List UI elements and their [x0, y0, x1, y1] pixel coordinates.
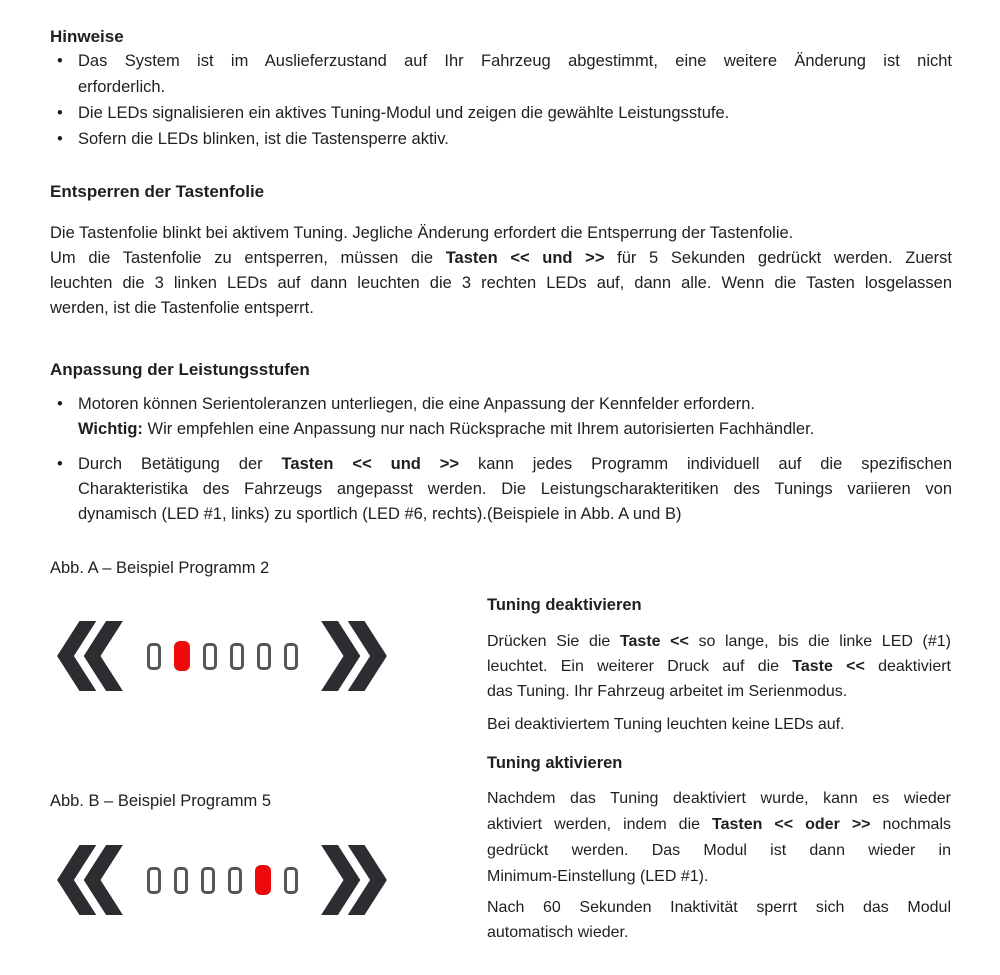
- text-run: leuchtet. Ein weiterer Druck auf die: [487, 658, 793, 675]
- bold-text-run: Tasten << oder >>: [712, 816, 871, 833]
- text-run: Drücken Sie die: [487, 633, 620, 650]
- activate-paragraph: [487, 786, 951, 890]
- bullet-text: [78, 100, 952, 126]
- text-run: erforderlich.: [78, 78, 166, 96]
- text-run: nochmals: [870, 816, 952, 833]
- text-line: [78, 48, 952, 74]
- figure-a-led-panel: [57, 620, 387, 692]
- text-run: leuchten die 3 linken LEDs auf dann leuchten die 3 rechten LEDs auf, dann alle. Wenn die Tasten losgelassen: [50, 274, 952, 292]
- double-chevron-right-icon: [321, 845, 387, 915]
- text-run: für 5 Sekunden gedrückt werden. Zuerst: [604, 249, 952, 267]
- text-line: [50, 221, 952, 246]
- figure-b-label: Abb. B – Beispiel Programm 5: [50, 792, 272, 810]
- bullet-marker: •: [57, 395, 63, 413]
- double-chevron-right-icon: [321, 621, 387, 691]
- led-indicator-3: [201, 867, 215, 894]
- led-indicator-2: [174, 867, 188, 894]
- bullet-item: [50, 452, 952, 527]
- text-run: gedrückt werden. Das Modul ist dann wieder in: [487, 842, 951, 859]
- text-line: [487, 838, 951, 864]
- bold-text-run: Taste <<: [619, 633, 689, 650]
- text-run: Sofern die LEDs blinken, ist die Tastensperre aktiv.: [78, 130, 449, 148]
- bullet-text: [78, 452, 952, 527]
- text-run: kann jedes Programm individuell auf die spezifischen: [459, 455, 952, 473]
- activate-note: [487, 895, 951, 945]
- deactivate-paragraph: [487, 629, 951, 704]
- text-line: [50, 296, 952, 321]
- deactivate-note: Bei deaktiviertem Tuning leuchten keine LEDs auf.: [487, 716, 845, 733]
- text-line: [78, 417, 952, 442]
- text-line: [487, 679, 951, 704]
- text-run: Minimum-Einstellung (LED #1).: [487, 868, 709, 885]
- text-line: [487, 786, 951, 812]
- led-indicator-1: [147, 643, 161, 670]
- text-run: Motoren können Serientoleranzen unterliegen, die eine Anpassung der Kennfelder erfordern.: [78, 395, 755, 413]
- text-run: Charakteristika des Fahrzeugs angepasst werden. Die Leistungscharakteritiken des Tunings variieren von: [78, 480, 952, 498]
- bullet-marker: •: [57, 455, 63, 473]
- text-run: Nachdem das Tuning deaktiviert wurde, kann es wieder: [487, 790, 951, 807]
- text-run: so lange, bis die linke LED (#1): [688, 633, 952, 650]
- bold-text-run: Tasten << und >>: [281, 455, 460, 473]
- text-run: Das System ist im Auslieferzustand auf Ihr Fahrzeug abgestimmt, eine weitere Änderung ist nicht: [78, 52, 952, 70]
- unlock-paragraph: [50, 221, 952, 321]
- double-chevron-left-icon: [57, 621, 123, 691]
- led-indicator-2: [174, 641, 190, 671]
- figure-b-led-panel: [57, 844, 387, 916]
- bullet-text: [78, 48, 952, 100]
- text-run: Die Tastenfolie blinkt bei aktivem Tuning. Jegliche Änderung erfordert die Entsperrung der Tastenfolie.: [50, 224, 794, 242]
- text-run: Die LEDs signalisieren ein aktives Tuning-Modul und zeigen die gewählte Leistungsstufe.: [78, 104, 730, 122]
- notes-heading: Hinweise: [50, 27, 124, 46]
- unlock-heading: Entsperren der Tastenfolie: [50, 182, 265, 201]
- text-run: werden, ist die Tastenfolie entsperrt.: [50, 299, 314, 317]
- text-run: deaktiviert: [864, 658, 951, 675]
- deactivate-heading: Tuning deaktivieren: [487, 596, 642, 614]
- bullet-text: [78, 126, 952, 152]
- led-indicator-4: [230, 643, 244, 670]
- text-run: Um die Tastenfolie zu entsperren, müssen die: [50, 249, 446, 267]
- text-run: Durch Betätigung der: [78, 455, 282, 473]
- led-row: [123, 641, 321, 671]
- notes-section: [50, 26, 952, 152]
- bullet-item: [50, 48, 952, 100]
- text-run: das Tuning. Ihr Fahrzeug arbeitet im Serienmodus.: [487, 683, 848, 700]
- bullet-marker: •: [57, 104, 63, 122]
- text-run: automatisch wieder.: [487, 924, 629, 941]
- text-run: aktiviert werden, indem die: [487, 816, 713, 833]
- text-run: Nach 60 Sekunden Inaktivität sperrt sich das Modul: [487, 899, 951, 916]
- adjustment-heading: Anpassung der Leistungsstufen: [50, 360, 310, 379]
- bullet-item: [50, 100, 952, 126]
- led-row: [123, 865, 321, 895]
- double-chevron-left-icon: [57, 845, 123, 915]
- text-line: [78, 74, 952, 100]
- text-line: [78, 126, 952, 152]
- text-run: dynamisch (LED #1, links) zu sportlich (LED #6, rechts).(Beispiele in Abb. A und B): [78, 505, 682, 523]
- text-line: [487, 629, 951, 654]
- led-indicator-3: [203, 643, 217, 670]
- led-indicator-1: [147, 867, 161, 894]
- led-indicator-5: [257, 643, 271, 670]
- text-line: [78, 100, 952, 126]
- bold-text-run: Taste <<: [792, 658, 865, 675]
- bullet-item: [50, 392, 952, 442]
- text-line: [78, 452, 952, 477]
- text-line: [487, 920, 951, 945]
- text-line: [487, 864, 951, 890]
- adjustment-bullet-list: [50, 392, 952, 537]
- led-indicator-5: [255, 865, 271, 895]
- text-line: [78, 477, 952, 502]
- figure-a-label: Abb. A – Beispiel Programm 2: [50, 559, 270, 577]
- text-line: [487, 812, 951, 838]
- led-indicator-6: [284, 643, 298, 670]
- text-line: [50, 246, 952, 271]
- activate-heading: Tuning aktivieren: [487, 754, 623, 772]
- bullet-text: [78, 392, 952, 442]
- notes-bullet-list: [50, 48, 952, 152]
- text-line: [487, 895, 951, 920]
- bullet-item: [50, 126, 952, 152]
- text-run: Wir empfehlen eine Anpassung nur nach Rücksprache mit Ihrem autorisierten Fachhändler.: [142, 420, 815, 438]
- text-line: [487, 654, 951, 679]
- led-indicator-4: [228, 867, 242, 894]
- bold-text-run: Tasten << und >>: [445, 249, 605, 267]
- text-line: [78, 392, 952, 417]
- bold-text-run: Wichtig:: [78, 420, 143, 438]
- bullet-marker: •: [57, 52, 63, 70]
- text-line: [78, 502, 952, 527]
- led-indicator-6: [284, 867, 298, 894]
- text-line: [50, 271, 952, 296]
- bullet-marker: •: [57, 130, 63, 148]
